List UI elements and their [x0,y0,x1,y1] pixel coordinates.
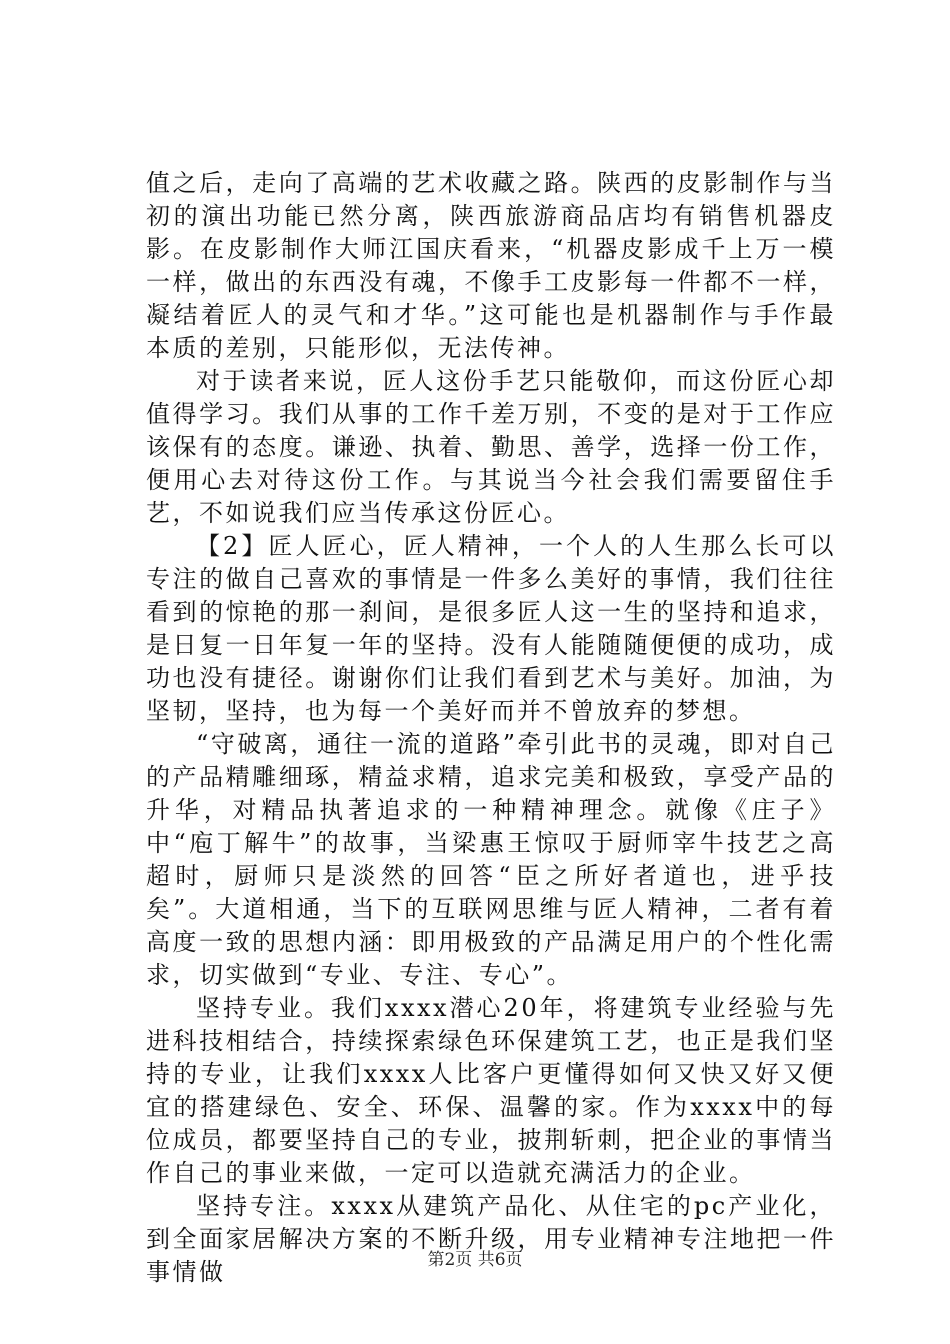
paragraph-3: 【2】匠人匠心，匠人精神，一个人的人生那么长可以专注的做自己喜欢的事情是一件多么美好的事情，我们往往看到的惊艳的那一刹间，是很多匠人这一生的坚持和追求，是日复一日年复一年的坚持。没有人能随随便便的成功，成功也没有捷径。谢谢你们让我们看到艺术与美好。加油，为坚韧，坚持，也为每一个美好而并不曾放弃的梦想。 [146,532,836,725]
paragraph-1: 值之后，走向了高端的艺术收藏之路。陕西的皮影制作与当初的演出功能已然分离，陕西旅游商品店均有销售机器皮影。在皮影制作大师江国庆看来，“机器皮影成千上万一模一样，做出的东西没有魂，不像手工皮影每一件都不一样，凝结着匠人的灵气和才华。”这可能也是机器制作与手作最本质的差别，只能形似，无法传神。 [146,169,836,362]
paragraph-4: “守破离，通往一流的道路”牵引此书的灵魂，即对自己的产品精雕细琢，精益求精，追求完美和极致，享受产品的升华，对精品执著追求的一种精神理念。就像《庄子》中“庖丁解牛”的故事，当梁惠王惊叹于厨师宰牛技艺之高超时，厨师只是淡然的回答“臣之所好者道也，进乎技矣”。大道相通，当下的互联网思维与匠人精神，二者有着高度一致的思想内涵：即用极致的产品满足用户的个性化需求，切实做到“专业、专注、专心”。 [146,730,836,989]
document-body [146,167,836,1289]
paragraph-6: 坚持专注。xxxx从建筑产品化、从住宅的pc产业化，到全面家居解决方案的不断升级，用专业精神专注地把一件事情做 [146,1192,836,1286]
page-footer: 第2页 共6页 [427,1250,523,1270]
paragraph-5: 坚持专业。我们xxxx潜心20年，将建筑专业经验与先进科技相结合，持续探索绿色环保建筑工艺，也正是我们坚持的专业，让我们xxxx人比客户更懂得如何又快又好又便宜的搭建绿色、安全、环保、温馨的家。作为xxxx中的每位成员，都要坚持自己的专业，披荆斩刺，把企业的事情当作自己的事业来做，一定可以造就充满活力的企业。 [146,994,836,1187]
paragraph-2: 对于读者来说，匠人这份手艺只能敬仰，而这份匠心却值得学习。我们从事的工作千差万别，不变的是对于工作应该保有的态度。谦逊、执着、勤思、善学，选择一份工作，便用心去对待这份工作。与其说当今社会我们需要留住手艺，不如说我们应当传承这份匠心。 [146,367,836,527]
